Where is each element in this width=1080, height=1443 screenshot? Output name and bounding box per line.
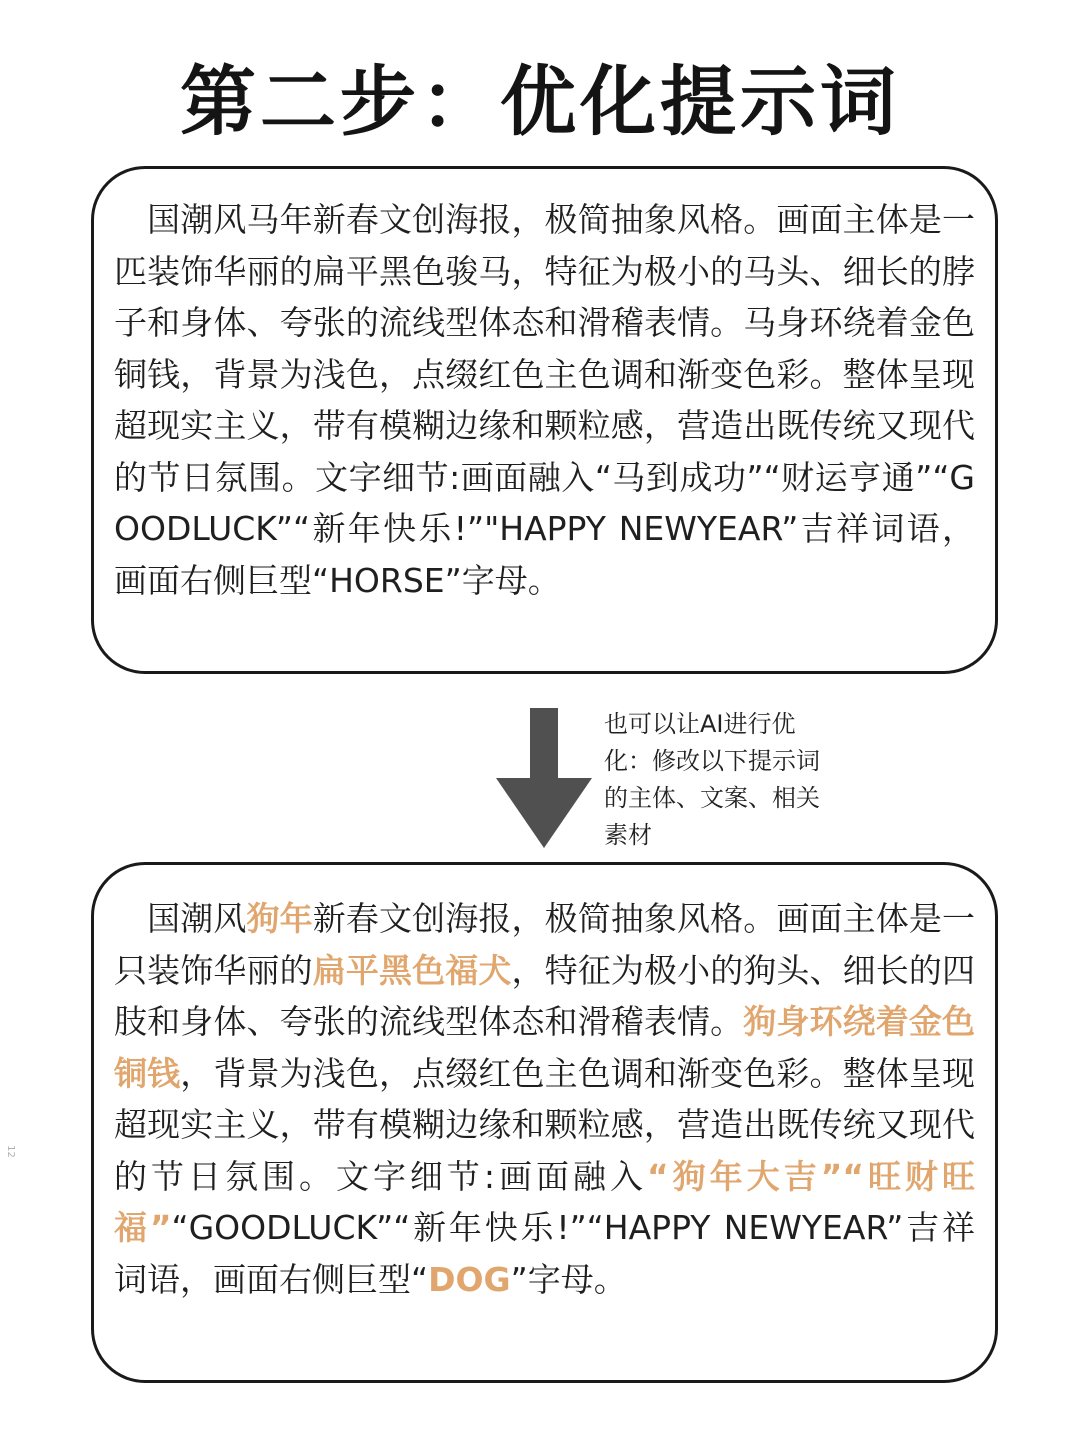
side-page-mark: 12 <box>4 1145 16 1158</box>
highlight-subject: 扁平黑色福犬 <box>312 950 512 990</box>
prompt-segment: ，特征为极小的狗头、细长的四肢和身体、夸张的流线型体态和滑稽表情。 <box>114 950 976 1041</box>
arrow-down-icon <box>496 708 592 848</box>
page-title: 第二步：优化提示词 <box>180 57 900 146</box>
prompt-segment: ，背景为浅色，点缀红色主色调和渐变色彩。整体呈现超现实主义，带有模糊边缘和颗粒感，营造出既传统又现代的节日氛围。文字细节:画面融入 <box>114 1053 976 1196</box>
highlight-year: 狗年 <box>246 899 313 938</box>
optimized-prompt-box <box>91 862 998 1383</box>
original-prompt-box <box>91 166 998 674</box>
highlight-slogans: “狗年大吉”“旺财旺福” <box>114 1156 975 1247</box>
highlight-letters: DOG <box>428 1259 511 1299</box>
original-prompt-text <box>114 194 975 606</box>
prompt-segment: 国潮风 <box>147 899 247 938</box>
prompt-segment: 新春文创海报，极简抽象风格。画面主体是一只装饰华丽的 <box>114 899 976 990</box>
prompt-segment: “GOODLUCK”“新年快乐!”“HAPPY NEWYEAR”吉祥词语，画面右侧巨型“ <box>114 1208 975 1299</box>
original-prompt-body: 国潮风马年新春文创海报，极简抽象风格。画面主体是一匹装饰华丽的扁平黑色骏马，特征为极小的马头、细长的脖子和身体、夸张的流线型体态和滑稽表情。马身环绕着金色铜钱，背景为浅色，点缀红色主色调和渐变色彩。整体呈现超现实主义，带有模糊边缘和颗粒感，营造出既传统又现代的节日氛围。文字细节:画面融入“马到成功”“财运亨通”“GOODLUCK”“新年快乐!”"HAPPY NEWYEAR”吉祥词语，画面右侧巨型“HORSE”字母。 <box>114 200 975 600</box>
prompt-segment: ”字母。 <box>510 1259 627 1299</box>
optimized-prompt-text <box>114 893 975 1305</box>
highlight-coins: 狗身环绕着金色铜钱 <box>114 1002 976 1093</box>
ai-optimize-note: 也可以让AI进行优化：修改以下提示词的主体、文案、相关素材 <box>604 710 820 849</box>
